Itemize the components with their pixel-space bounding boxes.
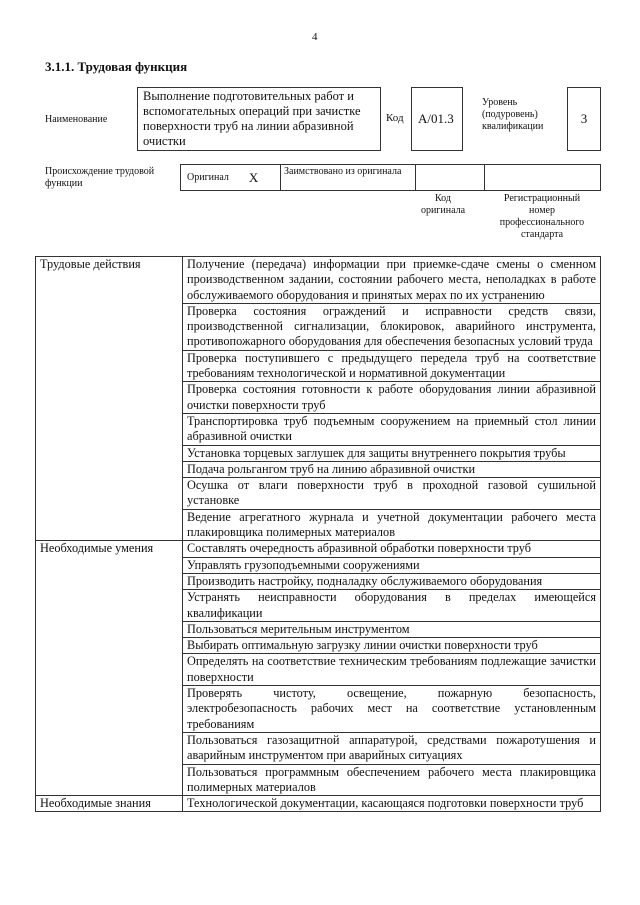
section-item: Получение (передача) информации при приемке-сдаче смены о сменном производственном задании, состоянии рабочего места, неполадках в работе обслуживаемого оборудования и принятых мерах по их устранению bbox=[183, 257, 601, 304]
original-code-cell bbox=[416, 165, 485, 190]
name-label: Наименование bbox=[45, 114, 108, 125]
reg-number-caption: Регистрационный номер профессионального стандарта bbox=[499, 193, 585, 240]
section-item: Управлять грузоподъемными сооружениями bbox=[183, 557, 601, 573]
origin-table bbox=[180, 164, 601, 191]
origin-label: Происхождение трудовой функции bbox=[45, 166, 155, 189]
section-item: Производить настройку, подналадку обслуживаемого оборудования bbox=[183, 573, 601, 589]
code-value: А/01.3 bbox=[411, 87, 463, 151]
table-row bbox=[36, 796, 601, 812]
section-title: 3.1.1. Трудовая функция bbox=[45, 59, 188, 74]
reg-number-cell bbox=[485, 165, 600, 190]
section-item: Осушка от влаги поверхности труб в проходной газовой сушильной установке bbox=[183, 478, 601, 510]
section-item: Пользоваться мерительным инструментом bbox=[183, 621, 601, 637]
section-item: Установка торцевых заглушек для защиты внутреннего покрытия трубы bbox=[183, 445, 601, 461]
section-item: Пользоваться программным обеспечением рабочего места плакировщика полимерных материалов bbox=[183, 764, 601, 796]
section-item: Технологической документации, касающаяся подготовки поверхности труб bbox=[183, 796, 601, 812]
code-original-caption: Код оригинала bbox=[420, 193, 466, 216]
section-label: Необходимые знания bbox=[36, 796, 183, 812]
section-item: Составлять очередность абразивной обработки поверхности труб bbox=[183, 541, 601, 557]
section-item: Устранять неисправности оборудования в пределах имеющейся квалификации bbox=[183, 590, 601, 622]
table-row bbox=[36, 257, 601, 304]
original-mark: X bbox=[248, 169, 259, 185]
page-number: 4 bbox=[312, 31, 318, 43]
section-item: Выбирать оптимальную загрузку линии очистки поверхности труб bbox=[183, 638, 601, 654]
borrowed-label: Заимствовано из оригинала bbox=[281, 165, 416, 190]
level-label: Уровень (подуровень) квалификации bbox=[482, 97, 544, 132]
origin-original-cell bbox=[181, 165, 281, 190]
section-item: Определять на соответствие техническим требованиям подлежащие зачистки поверхности bbox=[183, 654, 601, 686]
function-details-table bbox=[35, 256, 601, 812]
section-item: Подача рольгангом труб на линию абразивной очистки bbox=[183, 461, 601, 477]
section-label: Необходимые умения bbox=[36, 541, 183, 796]
section-item: Транспортировка труб подъемным сооружением на приемный стол линии абразивной очистки bbox=[183, 413, 601, 445]
level-value: 3 bbox=[567, 87, 601, 151]
code-label: Код bbox=[386, 112, 404, 124]
section-item: Проверка поступившего с предыдущего передела труб на соответствие требованиям технологической и нормативной документации bbox=[183, 350, 601, 382]
table-row bbox=[36, 541, 601, 557]
section-item: Пользоваться газозащитной аппаратурой, средствами пожаротушения и аварийным инструментом при аварийных ситуациях bbox=[183, 732, 601, 764]
original-label: Оригинал bbox=[187, 171, 229, 183]
section-label: Трудовые действия bbox=[36, 257, 183, 541]
section-item: Проверять чистоту, освещение, пожарную безопасность, электробезопасность рабочих мест на соответствие установленным требованиям bbox=[183, 686, 601, 733]
section-item: Проверка состояния готовности к работе оборудования линии абразивной очистки поверхности труб bbox=[183, 382, 601, 414]
section-item: Проверка состояния ограждений и исправности средств связи, производственной сигнализации, блокировок, аварийного инструмента, противопожарного оборудования для обеспечения безопасных условий труда bbox=[183, 303, 601, 350]
name-value: Выполнение подготовительных работ и вспомогательных операций при зачистке поверхности труб на линии абразивной очистки bbox=[137, 87, 381, 151]
section-item: Ведение агрегатного журнала и учетной документации рабочего места плакировщика полимерных материалов bbox=[183, 509, 601, 541]
